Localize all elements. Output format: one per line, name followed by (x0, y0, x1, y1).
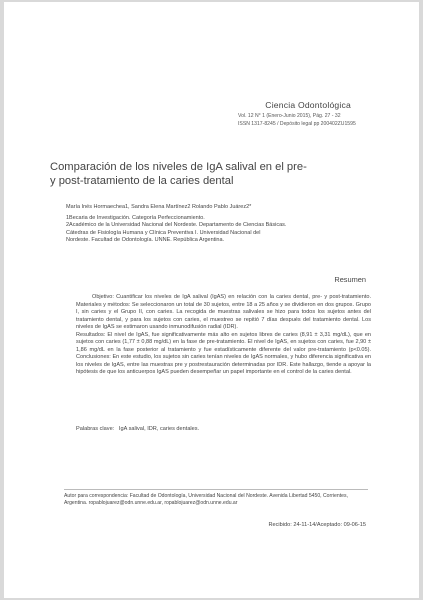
keywords (76, 426, 366, 432)
abstract-objective: Objetivo: Cuantificar los niveles de IgA salival (IgAS) en relación con la caries dental, pre- y post-tratamiento. Materiales y métodos: Se seleccionaron un total de 30 sujetos, entre 18 a 25 años y se dividieron en dos grupos. Grupo I, sin caries y el Grupo II, con caries. La recogida de muestras salivales se hizo para todos los sujetos antes del tratamiento dental, y para los sujetos con caries, el muestreo se repitió 7 días después del tratamiento dental. Los niveles de IgAS se estimaron usando inmunodifusión radial (IDR). (76, 294, 371, 331)
journal-name: Ciencia Odontológica (265, 100, 351, 110)
abstract-heading: Resumen (334, 275, 366, 284)
affiliation-2: 2Académico de la Universidad Nacional del Nordeste. Departamento de Ciencias Básicas. (66, 222, 287, 229)
received-accepted-dates: Recibido: 24-11-14/Aceptado: 09-06-15 (268, 522, 366, 528)
footer-divider (64, 489, 368, 490)
affiliation-1: 1Becaria de Investigación. Categoría Perfeccionamiento. (66, 215, 205, 221)
abstract-results: Resultados: El nivel de IgAS, fue significativamente más alto en sujetos libres de caries (8,91 ± 3,31 mg/dL), que en sujetos con caries (1,77 ± 0,88 mg/dL) en la fase de pre-tratamiento. El nivel de IgAS, en sujetos con caries, fue 2,90 ± 1,86 mg/dL en la fase posterior al tratamiento y fue estadísticamente diferente del valor pre-tratamiento (p<0.05). Conclusiones: En este estudio, los sujetos sin caries tenían niveles de IgAS normales, y hubo diferencia significativa en los niveles de IgAS, entre las muestras pre y postrestauración determinadas por IDR. Este hallazgo, tiende a apoyar la hipótesis de que los anticuerpos IgAS pueden desempeñar un papel importante en el control de la caries dental. (76, 331, 371, 376)
article-title-line1: Comparación de los niveles de IgA salival en el pre- (50, 161, 307, 173)
article-title-line2: y post-tratamiento de la caries dental (50, 175, 234, 187)
affiliation-4: Nordeste. Facultad de Odontología. UNNE. República Argentina. (66, 237, 225, 244)
affiliations (66, 215, 366, 245)
affiliation-3: Cátedras de Fisiología Humana y Clínica Preventiva I. Universidad Nacional del (66, 229, 261, 236)
journal-issn: ISSN 1317-8245 / Depósito legal pp 200402ZU1595 (238, 121, 356, 127)
article-title (50, 160, 370, 188)
journal-volume: Vol. 12 N° 1 (Enero-Junio 2015), Pág. 27 - 32 (238, 113, 341, 119)
abstract-body (76, 294, 371, 377)
correspondence-note: Autor para correspondencia: Facultad de Odontología, Universidad Nacional del Nordeste. Avenida Libertad 5450, Corrientes, Argentina. ropablojuarez@odn.unne.edu.ar, ropablojuarez@odn.unne.edu.ar (64, 493, 348, 507)
document-page (4, 2, 419, 598)
author-list: María Inés Hormaechea1, Sandra Elena Martínez2 Rolando Pablo Juárez2* (66, 204, 252, 210)
keywords-label: Palabras clave: (76, 426, 115, 432)
keywords-values: IgA salival, IDR, caries dentales. (118, 426, 200, 432)
